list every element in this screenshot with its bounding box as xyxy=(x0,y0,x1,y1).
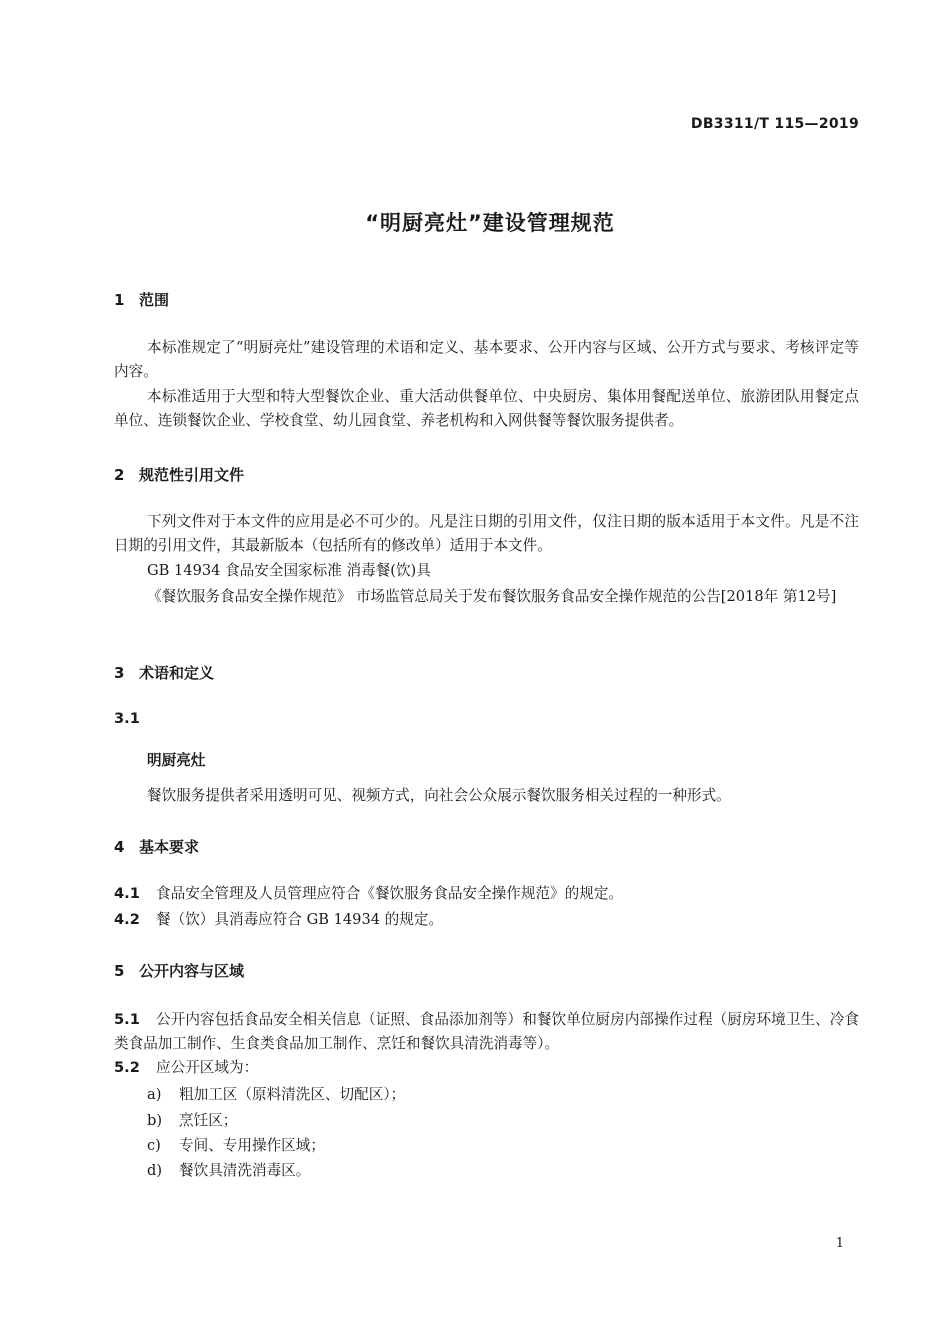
section-title: 范围 xyxy=(139,291,170,309)
section-4-heading xyxy=(114,836,199,857)
paragraph: 下列文件对于本文件的应用是必不可少的。凡是注日期的引用文件，仅注日期的版本适用于本文件。凡是不注日期的引用文件，其最新版本（包括所有的修改单）适用于本文件。 xyxy=(114,513,859,554)
section-title: 规范性引用文件 xyxy=(139,466,245,484)
clause-number: 4.2 xyxy=(114,911,140,928)
clause-4-2 xyxy=(114,908,443,932)
list-letter: c) xyxy=(147,1137,161,1154)
term-name: 明厨亮灶 xyxy=(147,752,206,769)
section-2-heading xyxy=(114,464,244,485)
clause-number: 4.1 xyxy=(114,885,140,902)
term-number: 3.1 xyxy=(114,710,140,727)
paragraph: 本标准适用于大型和特大型餐饮企业、重大活动供餐单位、中央厨房、集体用餐配送单位、旅游团队用餐定点单位、连锁餐饮企业、学校食堂、幼儿园食堂、养老机构和入网供餐等餐饮服务提供者。 xyxy=(114,388,859,429)
section-5-heading xyxy=(114,960,244,981)
section-number: 2 xyxy=(114,466,125,484)
section-number: 4 xyxy=(114,838,125,856)
list-letter: a) xyxy=(147,1086,162,1103)
list-text: 烹饪区； xyxy=(179,1112,238,1129)
normative-reference: 《餐饮服务食品安全操作规范》 市场监管总局关于发布餐饮服务食品安全操作规范的公告[2018年 第12号] xyxy=(147,588,837,605)
section-3-heading xyxy=(114,662,214,683)
list-item xyxy=(147,1083,405,1107)
list-text: 餐饮具清洗消毒区。 xyxy=(179,1162,311,1179)
clause-text: 应公开区域为： xyxy=(156,1059,259,1076)
section-title: 基本要求 xyxy=(139,838,200,856)
list-text: 专间、专用操作区域； xyxy=(179,1137,325,1154)
clause-text: 餐（饮）具消毒应符合 GB 14934 的规定。 xyxy=(156,911,444,928)
list-item xyxy=(147,1109,237,1133)
clause-4-1 xyxy=(114,882,623,906)
paragraph: 本标准规定了“明厨亮灶”建设管理的术语和定义、基本要求、公开内容与区域、公开方式与要求、考核评定等内容。 xyxy=(114,339,859,380)
list-item xyxy=(147,1159,310,1183)
clause-text: 食品安全管理及人员管理应符合《餐饮服务食品安全操作规范》的规定。 xyxy=(156,885,624,902)
clause-5-2 xyxy=(114,1056,258,1080)
clause-5-1 xyxy=(114,1008,859,1055)
section-title: 术语和定义 xyxy=(139,664,215,682)
section-number: 3 xyxy=(114,664,125,682)
clause-number: 5.1 xyxy=(114,1011,140,1028)
normative-reference: GB 14934 食品安全国家标准 消毒餐(饮)具 xyxy=(147,562,431,579)
section-title: 公开内容与区域 xyxy=(139,962,245,980)
list-letter: b) xyxy=(147,1112,163,1129)
list-item xyxy=(147,1134,325,1158)
clause-text: 公开内容包括食品安全相关信息（证照、食品添加剂等）和餐饮单位厨房内部操作过程（厨房环境卫生、冷食类食品加工制作、生食类食品加工制作、烹饪和餐饮具清洗消毒等）。 xyxy=(114,1011,859,1052)
page-number: 1 xyxy=(835,1236,844,1251)
section-number: 1 xyxy=(114,291,125,309)
term-definition: 餐饮服务提供者采用透明可见、视频方式，向社会公众展示餐饮服务相关过程的一种形式。 xyxy=(147,787,731,804)
list-text: 粗加工区（原料清洗区、切配区）； xyxy=(179,1086,406,1103)
list-letter: d) xyxy=(147,1162,163,1179)
section-1-heading xyxy=(114,289,169,310)
clause-number: 5.2 xyxy=(114,1059,140,1076)
section-number: 5 xyxy=(114,962,125,980)
document-title: “明厨亮灶”建设管理规范 xyxy=(365,211,615,235)
document-number: DB3311/T 115—2019 xyxy=(690,116,859,132)
